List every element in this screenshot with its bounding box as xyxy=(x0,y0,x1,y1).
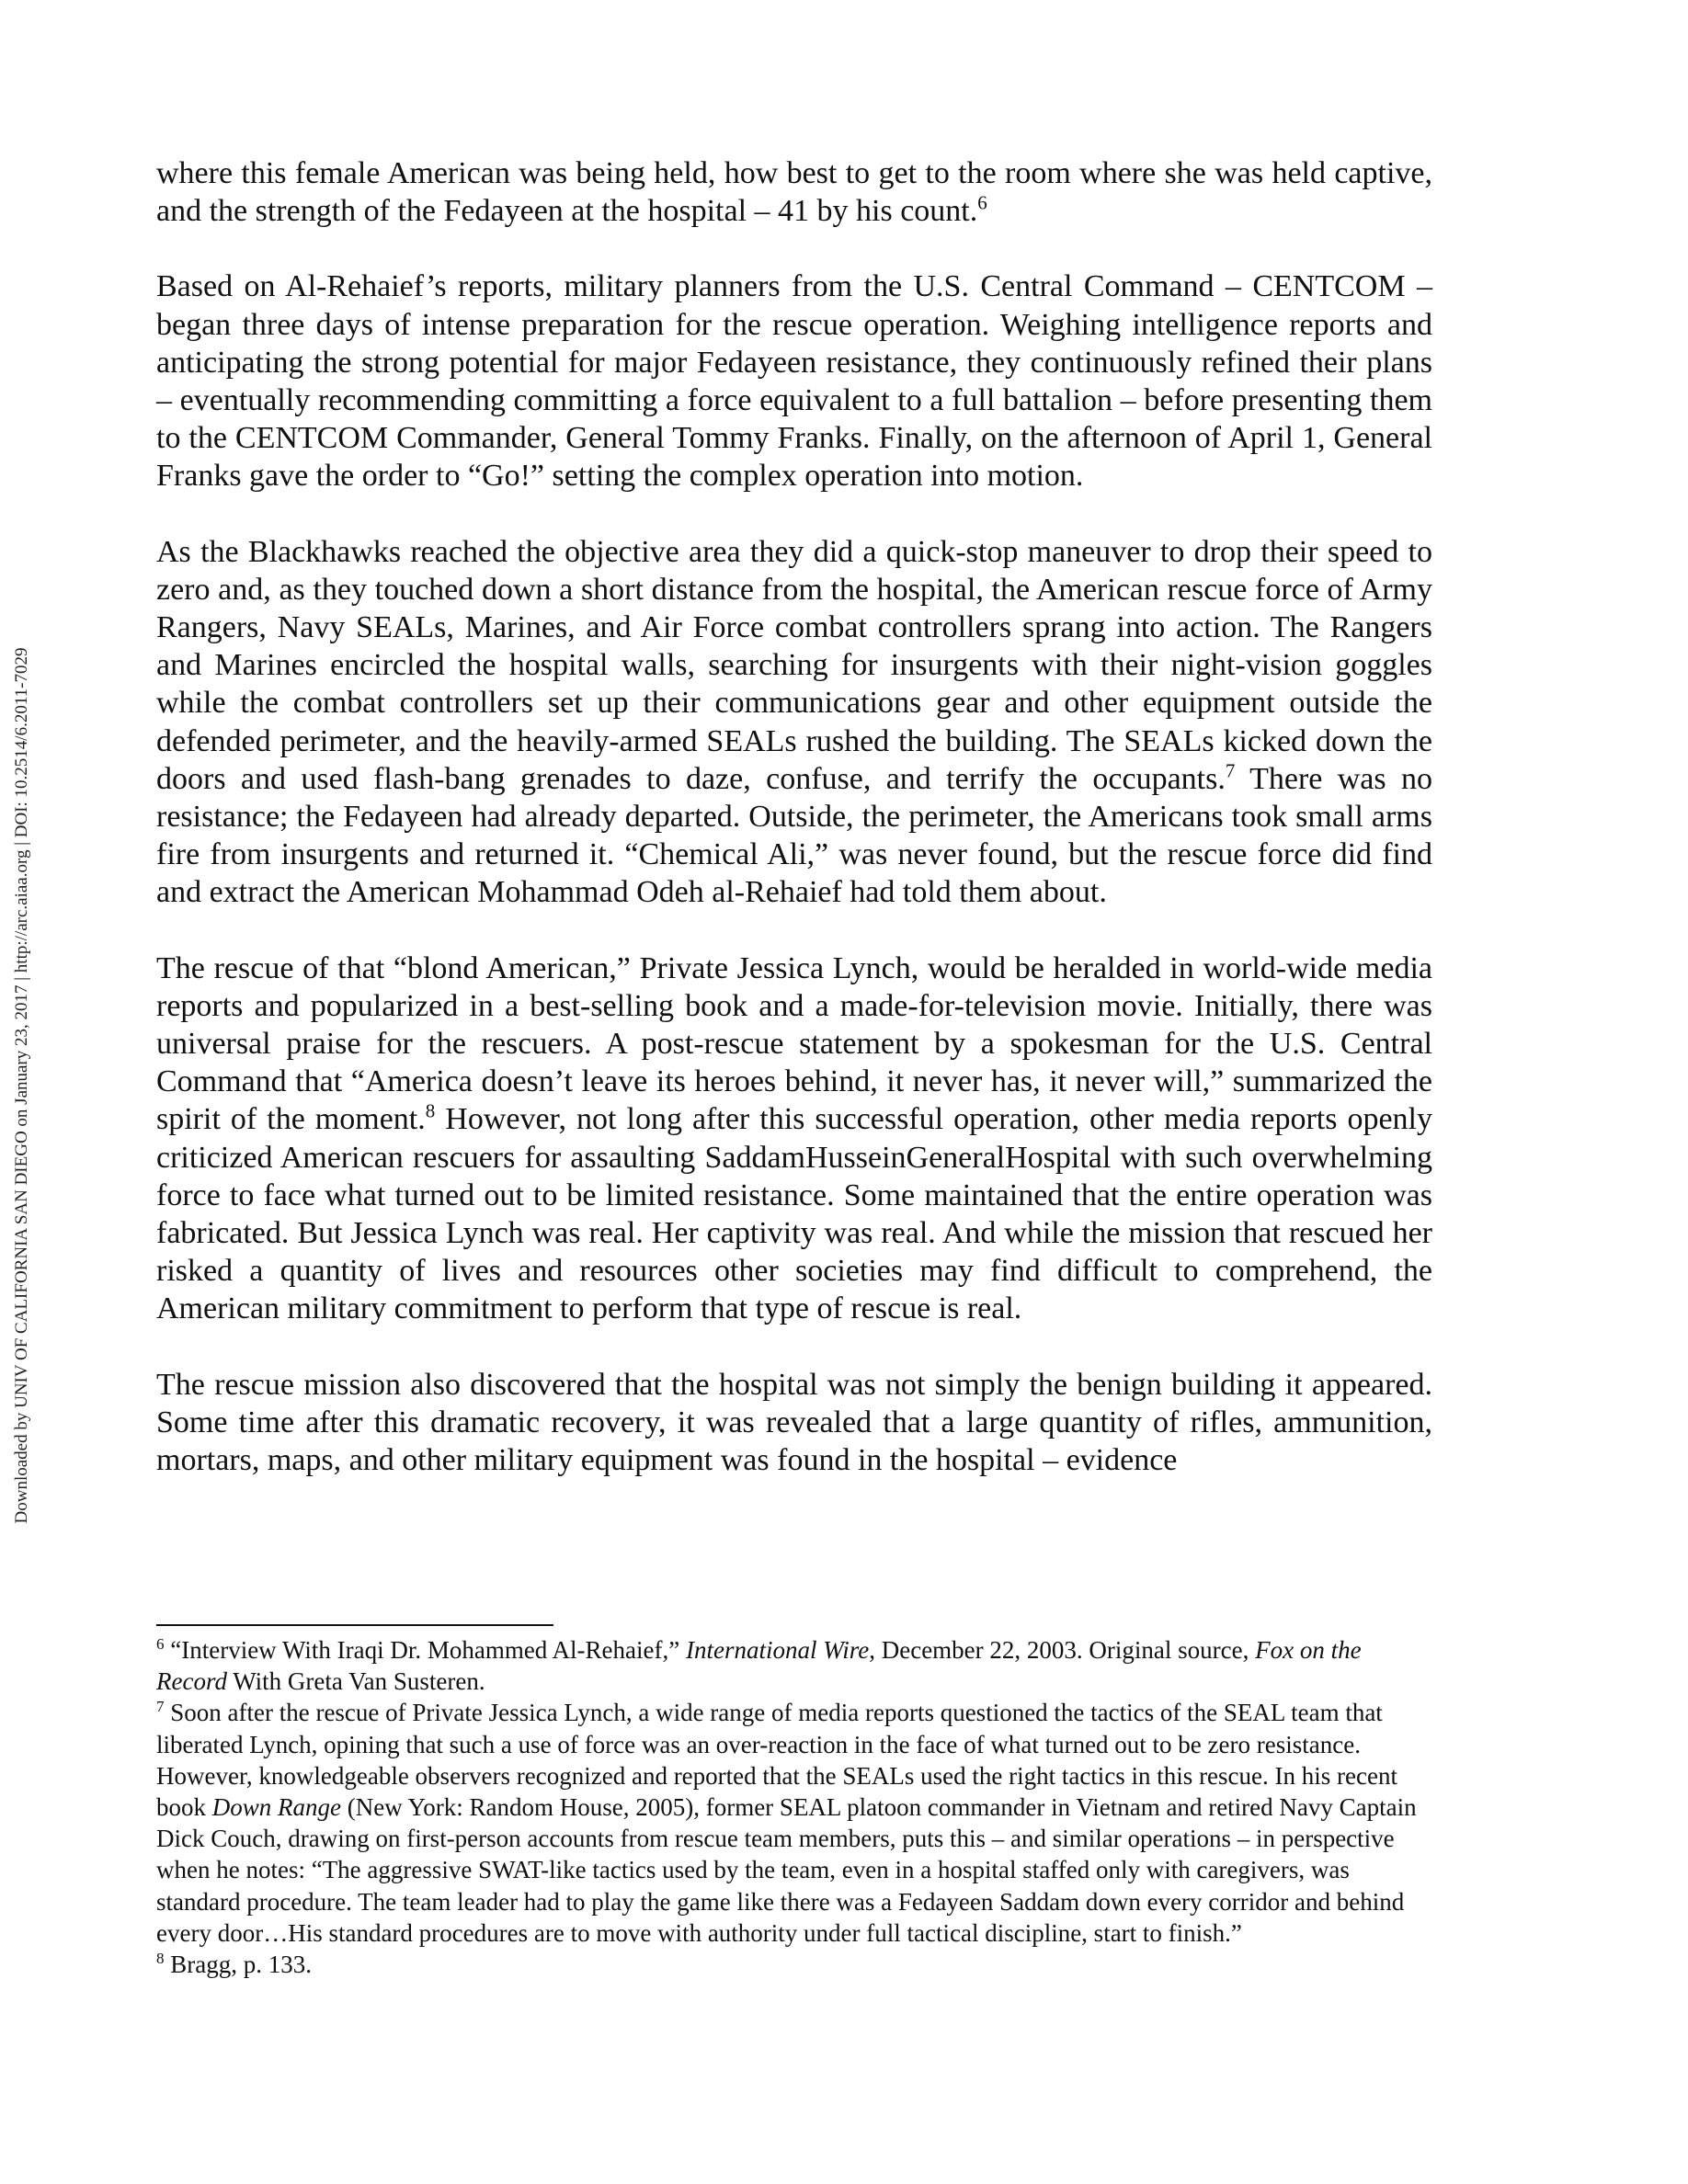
download-watermark-text: Downloaded by UNIV OF CALIFORNIA SAN DIEGO on January 23, 2017 | http://arc.aiaa.org | DOI: 10.2514/6.2011-7029 xyxy=(12,647,31,1524)
footnote-ref-8: 8 xyxy=(425,1100,436,1123)
paragraph-1: where this female American was being held, how best to get to the room where she was held captive, and the strength of the Fedayeen at the hospital – 41 by his count.$^6$ xyxy=(156,156,1432,229)
footnote-ref-6: 6 xyxy=(977,191,987,214)
footnote-divider xyxy=(156,1624,553,1626)
footnotes xyxy=(156,1634,1432,1980)
paragraph-4: The rescue of that “blond American,” Private Jessica Lynch, would be heralded in world-wide media reports and popularized in a best-selling book and a made-for-television movie. Initially, there was universal praise for the rescuers. A post-rescue statement by a spokesman for the U.S. Central Command that “America doesn’t leave its heroes behind, it never has, it never will,” summarized the spirit of the moment.$^8$ However, not long after this successful operation, other media reports openly criticized American rescuers for assaulting SaddamHusseinGeneralHospital with such overwhelming force to face what turned out to be limited resistance. Some maintained that the entire operation was fabricated. But Jessica Lynch was real. Her captivity was real. And while the mission that rescued her risked a quantity of lives and resources other societies may find difficult to comprehend, the American military commitment to perform that type of rescue is real. xyxy=(156,950,1433,1326)
footnote-ref-7: 7 xyxy=(1225,759,1236,782)
body-text xyxy=(156,154,1432,1479)
paragraph-3: As the Blackhawks reached the objective area they did a quick-stop maneuver to drop their speed to zero and, as they touched down a short distance from the hospital, the American rescue force of Army Rangers, Navy SEALs, Marines, and Air Force combat controllers sprang into action. The Rangers and Marines encircled the hospital walls, searching for insurgents with their night-vision goggles while the combat controllers set up their communications gear and other equipment outside the defended perimeter, and the heavily-armed SEALs rushed the building. The SEALs kicked down the doors and used flash-bang grenades to daze, confuse, and terrify the occupants.$^7$ There was no resistance; the Fedayeen had already departed. Outside, the perimeter, the Americans took small arms fire from insurgents and returned it. “Chemical Ali,” was never found, but the rescue force did find and extract the American Mohammad Odeh al-Rehaief had told them about. xyxy=(156,534,1432,910)
download-watermark xyxy=(11,603,33,1568)
footnote-6: $^6$ “Interview With Iraqi Dr. Mohammed Al-Rehaief,” International Wire, December 22, 2003. Original source, Fox on the Record With Greta Van Susteren. xyxy=(156,1635,1362,1696)
footnote-8: $^8$ Bragg, p. 133. xyxy=(156,1950,312,1979)
paragraph-2: Based on Al-Rehaief’s reports, military planners from the U.S. Central Command – CENTCOM – began three days of intense preparation for the rescue operation. Weighing intelligence reports and anticipating the strong potential for major Fedayeen resistance, they continuously refined their plans – eventually recommending committing a force equivalent to a full battalion – before presenting them to the CENTCOM Commander, General Tommy Franks. Finally, on the afternoon of April 1, General Franks gave the order to “Go!” setting the complex operation into motion. xyxy=(156,269,1432,494)
paragraph-5: The rescue mission also discovered that the hospital was not simply the benign building it appeared. Some time after this dramatic recovery, it was revealed that a large quantity of rifles, ammunition, mortars, maps, and other military equipment was found in the hospital – evidence xyxy=(156,1367,1432,1478)
footnote-7: $^7$ Soon after the rescue of Private Jessica Lynch, a wide range of media reports questioned the tactics of the SEAL team that liberated Lynch, opining that such a use of force was an over-reaction in the face of what turned out to be zero resistance. However, knowledgeable observers recognized and reported that the SEALs used the right tactics in this rescue. In his recent book Down Range (New York: Random House, 2005), former SEAL platoon commander in Vietnam and retired Navy Captain Dick Couch, drawing on first-person accounts from rescue team members, puts this – and similar operations – in perspective when he notes: “The aggressive SWAT-like tactics used by the team, even in a hospital staffed only with caregivers, was standard procedure. The team leader had to play the game like there was a Fedayeen Saddam down every corridor and behind every door…His standard procedures are to move with authority under full tactical discipline, start to finish.” xyxy=(156,1698,1417,1947)
